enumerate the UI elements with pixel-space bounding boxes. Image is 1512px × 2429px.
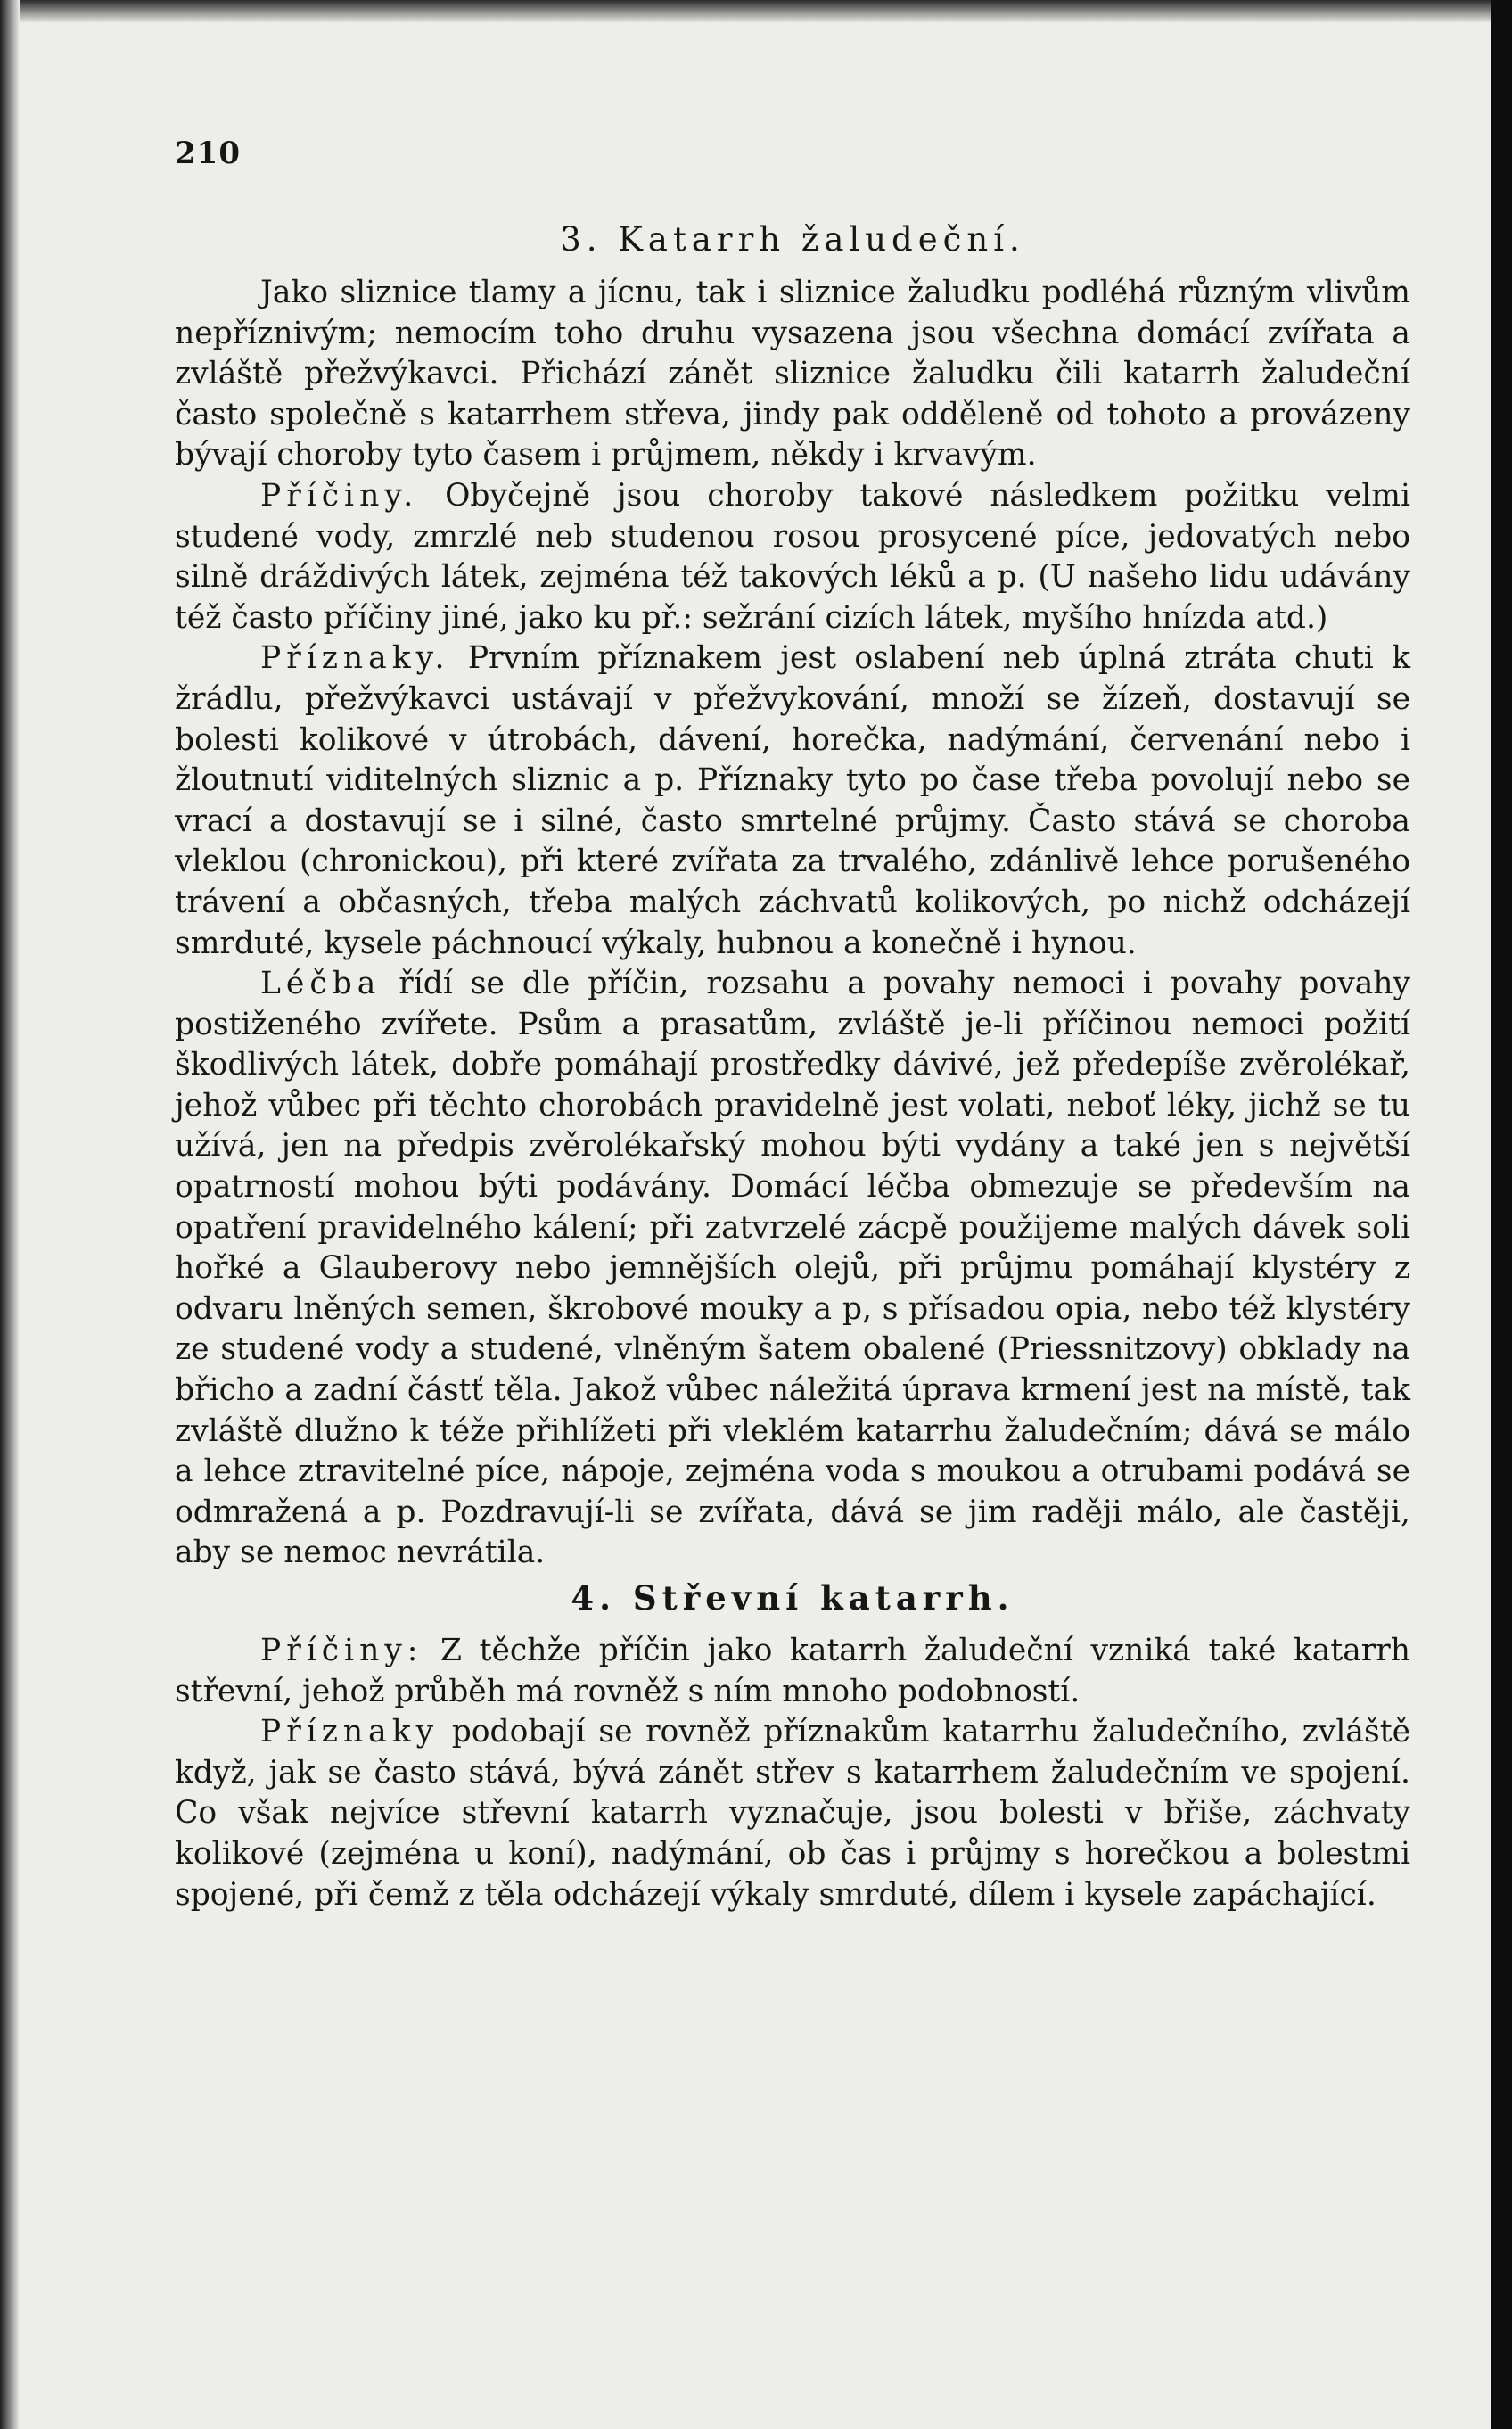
paragraph <box>175 1631 1410 1712</box>
paragraph-lead: Příčiny: <box>260 1633 423 1668</box>
paragraph-text: řídí se dle příčin, rozsahu a povahy nemoci i povahy povahy postiženého zvířete. Psům a prasatům, zvláště je-li příčinou nemoci požití škodlivých látek, dobře pomáhají prostředky dávivé, jež předepíše zvěrolékař, jehož vůbec při těchto chorobách pravidelně jest volati, neboť léky, jichž se tu užívá, jen na předpis zvěrolékařský mohou býti vydány a také jen s největší opatrností mohou býti podávány. Domácí léčba obmezuje se především na opatření pravidelného kálení; při zatvrzelé zácpě použijeme malých dávek soli hořké a Glauberovy nebo jemnějších olejů, při průjmu pomáhají klystéry z odvaru lněných semen, škrobové mouky a p, s přísadou opia, nebo též klystéry ze studené vody a studené, vlněným šatem obalené (Priessnitzovy) obklady na břicho a zadní částť těla. Jakož vůbec náležitá úprava krmení jest na místě, tak zvláště dlužno k téže přihlížeti při vleklém katarrhu žaludečním; dává se málo a lehce ztravitelné píce, nápoje, zejména voda s moukou a otrubami podává se odmražená a p. Pozdravují-li se zvířata, dává se jim raději málo, ale častěji, aby se nemoc nevrátila. <box>175 966 1410 1571</box>
scan-top-shadow <box>0 0 1491 23</box>
paragraph-text: Z těchže příčin jako katarrh žaludeční vzniká také katarrh střevní, jehož průběh má rovněž s ním mnoho podobností. <box>175 1633 1410 1709</box>
section-heading: 3. Katarrh žaludeční. <box>560 220 1025 259</box>
scan-left-shadow <box>0 0 20 2429</box>
paragraph-text: Prvním příznakem jest oslabení neb úplná ztráta chuti k žrádlu, přežvýkavci ustávají v přežvykování, množí se žízeň, dostavují se bolesti kolikové v útrobách, dávení, horečka, nadýmání, červenání nebo i žloutnutí viditelných sliznic a p. Příznaky tyto po čase třeba povolují nebo se vrací a dostavují se i silné, často smrtelné průjmy. Často stává se choroba vleklou (chronickou), při které zvířata za trvalého, zdánlivě lehce porušeného trávení a občasných, třeba malých záchvatů kolikových, po nichž odcházejí smrduté, kysele páchnoucí výkaly, hubnou a konečně i hynou. <box>175 640 1410 961</box>
paragraph <box>175 476 1410 638</box>
scan-right-border <box>1491 0 1512 2429</box>
paragraph-text: podobají se rovněž příznakům katarrhu žaludečního, zvláště když, jak se často stává, bývá zánět střev s katarrhem žaludečním ve spojení. Co však nejvíce střevní katarrh vyznačuje, jsou bolesti v břiše, záchvaty kolikové (zejména u koní), nadýmání, ob čas i průjmy s horečkou a bolestmi spojené, při čemž z těla odcházejí výkaly smrduté, dílem i kysele zapáchající. <box>175 1714 1410 1913</box>
paragraph <box>175 638 1410 964</box>
paragraph-lead: Příznaky. <box>260 640 450 677</box>
paragraph <box>175 273 1410 476</box>
paragraph-lead: Léčba <box>260 966 382 1002</box>
paragraph <box>175 964 1410 1574</box>
paragraph-text: Jako sliznice tlamy a jícnu, tak i sliznice žaludku podléhá různým vlivům nepříznivým; nemocím toho druhu vysazena jsou všechna domácí zvířata a zvláště přežvýkavci. Přichází zánět sliznice žaludku čili katarrh žaludeční často společně s katarrhem střeva, jindy pak odděleně od tohoto a provázeny bývají choroby tyto časem i průjmem, někdy i krvavým. <box>175 275 1410 473</box>
page-number: 210 <box>175 136 241 171</box>
section-heading: 4. Střevní katarrh. <box>571 1578 1015 1618</box>
paragraph-lead: Příznaky <box>260 1714 440 1750</box>
page-body <box>175 219 1410 1915</box>
paragraph-text: Obyčejně jsou choroby takové následkem požitku velmi studené vody, zmrzlé neb studenou rosou prosycené píce, jedovatých nebo silně dráždivých látek, zejména též takových léků a p. (U našeho lidu udávány též často příčiny jiné, jako ku př.: sežrání cizích látek, myšího hnízda atd.) <box>175 477 1410 636</box>
paragraph <box>175 1712 1410 1915</box>
paragraph-lead: Příčiny. <box>260 477 419 514</box>
